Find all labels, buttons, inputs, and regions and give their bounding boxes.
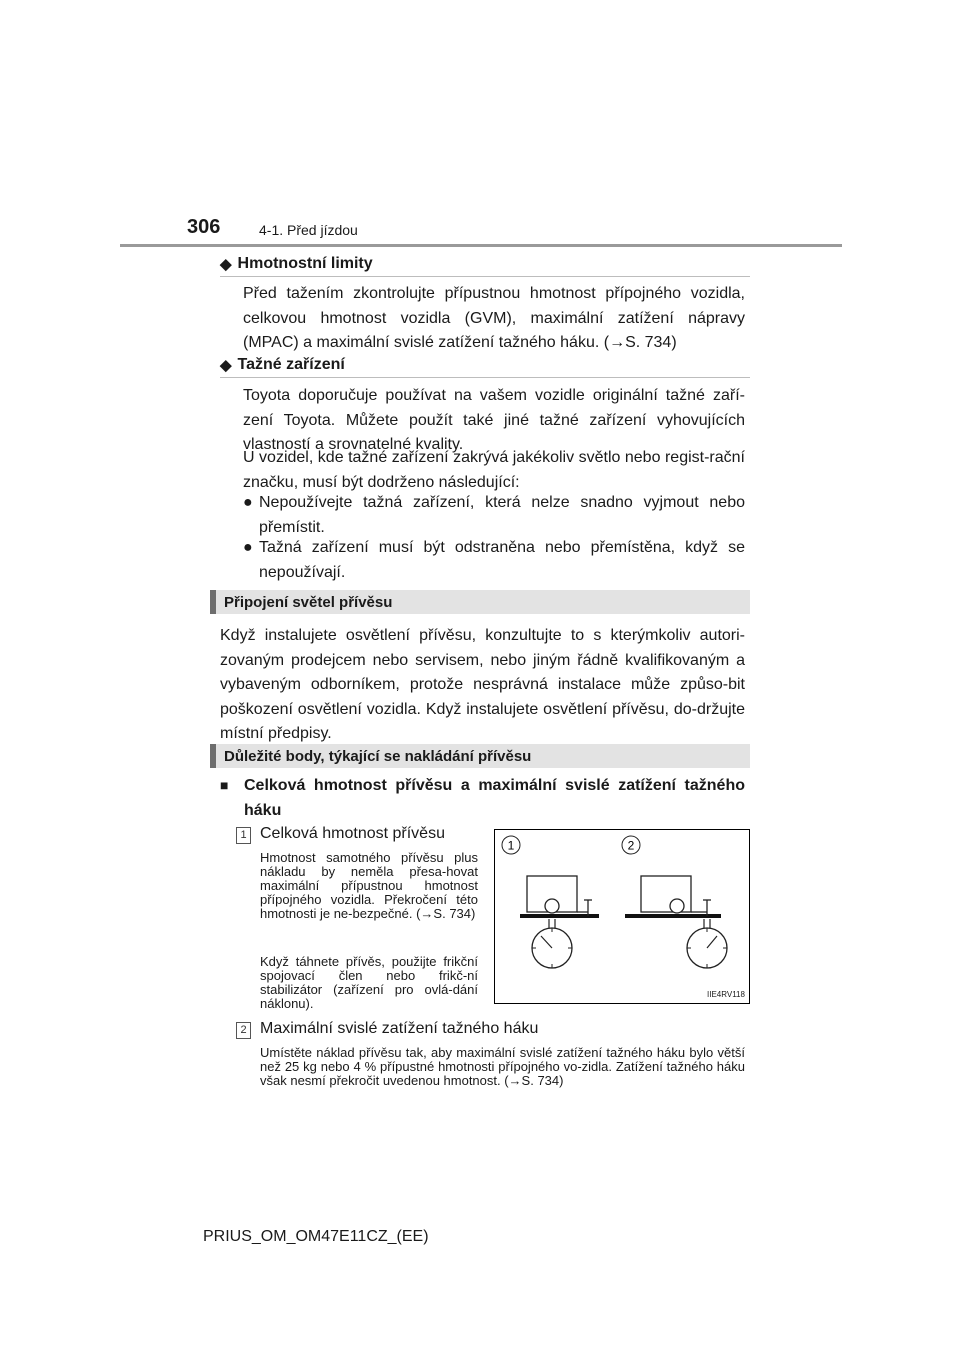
weight-limits-rule [220,276,750,277]
weight-limits-heading [220,255,373,273]
tow-device-rule [220,377,750,378]
diamond-icon: ◆ [220,256,232,273]
section-marker [210,744,216,768]
figure-label-1: 1 [507,838,515,853]
weight-limits-heading-text: Hmotnostní limity [237,255,373,272]
loading-section-bar [210,744,750,768]
figure-label-2: 2 [627,838,635,853]
trailer-loading-figure [494,829,750,1004]
trailer-weight-scale-icon [520,876,599,968]
diamond-icon: ◆ [220,357,232,374]
item1-description-1: Hmotnost samotného přívěsu plus nákladu by neměla přesa-hovat maximální přípustnou hmotnost přípojného vozidla. Překročení této hmotnosti je ne-bezpečné. (→S. 734) [260,850,478,921]
item-number-badge: 1 [236,827,251,844]
item1-title: Celková hmotnost přívěsu [260,825,445,842]
bullet-icon: ● [243,494,253,511]
loading-subheading: ■ Celková hmotnost přívěsu a maximální svislé zatížení tažného háku [220,773,745,823]
section-title: 4-1. Před jízdou [259,222,358,238]
trailer-lights-section-bar [210,590,750,614]
weight-limits-text: Před tažením zkontrolujte přípustnou hmotnost přípojného vozidla, celkovou hmotnost vozidla (GVM), maximální zatížení nápravy (MPAC) a maximální svislé zatížení tažného háku. (→S. 734) [243,285,745,351]
hitch-weight-scale-icon [625,876,727,968]
page-number: 306 [187,216,221,238]
item1-description-2: Když táhnete přívěs, použijte frikční spojovací člen nebo frikč-ní stabilizátor (zařízení pro ovlá-dání náklonu). [260,954,478,1011]
item-number-badge: 2 [236,1022,251,1039]
item2-description: Umístěte náklad přívěsu tak, aby maximální svislé zatížení tažného háku bylo větší než 25 kg nebo 4 % přípustné hmotnosti přípojného vo-zidla. Zatížení tažného háku však nesmí překročit uvedenou hmotnost. (→S. 734) [260,1045,745,1088]
section-marker [210,590,216,614]
footer-doc-code: PRIUS_OM_OM47E11CZ_(EE) [203,1228,429,1245]
square-bullet-icon: ■ [220,777,229,793]
trailer-lights-text: Když instalujete osvětlení přívěsu, konzultujte to s kterýmkoliv autori-zovaným prodejcem nebo servisem, nebo jiným řádně kvalifikovaným a vybaveným odborníkem, protože nesprávná instalace může způso-bit poškození osvětlení vozidla. Když instalujete osvětlení přívěsu, do-držujte místní předpisy. [220,627,745,742]
tow-device-text-2: U vozidel, kde tažné zařízení zakrývá jakékoliv světlo nebo regist-rační značku, musí být dodrženo následující: [243,449,745,491]
tow-device-text-1: Toyota doporučuje používat na vašem vozidle originální tažné zaří-zení Toyota. Můžete použít také jiné tažné zařízení vyhovujících vlastností a srovnatelné kvality. [243,387,745,453]
figure-code: IIE4RV118 [707,990,745,999]
list-item: ● Tažná zařízení musí být odstraněna nebo přemístěna, když se nepoužívají. [243,536,745,585]
bullet-icon: ● [243,539,253,556]
trailer-diagram-svg [495,830,749,1003]
tow-device-heading-text: Tažné zařízení [237,356,345,373]
list-item: ● Nepoužívejte tažná zařízení, která nelze snadno vyjmout nebo přemístit. [243,491,745,540]
tow-device-heading [220,356,345,374]
item2-title: Maximální svislé zatížení tažného háku [260,1020,539,1037]
header-divider [120,244,842,247]
trailer-lights-title: Připojení světel přívěsu [224,593,393,611]
loading-title: Důležité body, týkající se nakládání přívěsu [224,747,532,765]
